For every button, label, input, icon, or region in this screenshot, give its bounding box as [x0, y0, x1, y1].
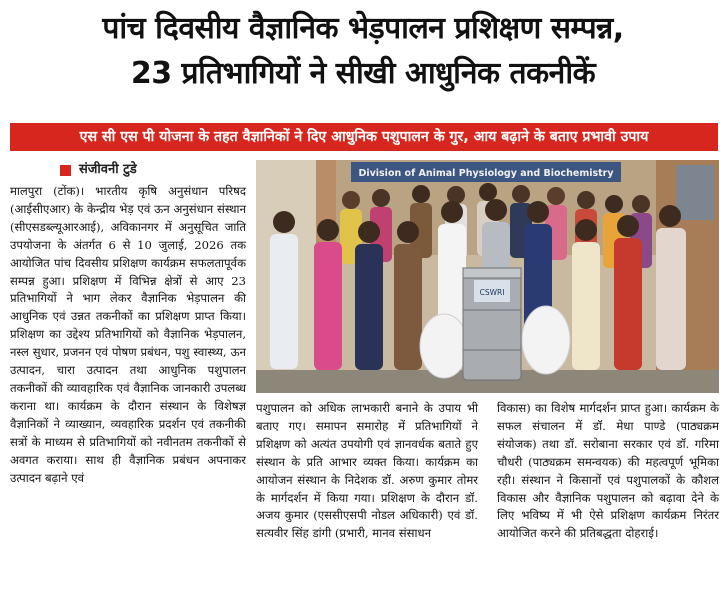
article-column-2 [256, 400, 478, 543]
photo-banner-text: Division of Animal Physiology and Biochemistry [358, 168, 614, 179]
column-1-text: मालपुरा (टोंक)। भारतीय कृषि अनुसंधान परिषद (आईसीएआर) के केन्द्रीय भेड़ एवं ऊन अनुसंधान संस्थान (सीएसडब्ल्यूआरआई), अविकानगर में अनुसूचित जाति उपयोजना के अंतर्गत 6 से 10 जुलाई, 2026 तक आयोजित पांच दिवसीय प्रशिक्षण कार्यक्रम सफलतापूर्वक सम्पन्न हुआ। प्रशिक्षण में विभिन्न क्षेत्रों से आए 23 प्रतिभागियों ने भाग लेकर वैज्ञानिक भेड़पालन की आधुनिक एवं उन्नत तकनीकों का प्रशिक्षण प्राप्त किया। प्रशिक्षण का उद्देश्य प्रतिभागियों को वैज्ञानिक भेड़पालन, नस्ल सुधार, प्रजनन एवं पोषण प्रबंधन, पशु स्वास्थ्य, ऊन उत्पादन, चारा उत्पादन तथा आधुनिक पशुपालन तकनीकों की व्यावहारिक एवं वैज्ञानिक जानकारी उपलब्ध कराना था। कार्यक्रम के दौरान संस्थान के विशेषज्ञ वैज्ञानिकों ने व्याख्यान, व्यवहारिक प्रदर्शन एवं तकनीकी सत्रों के माध्यम से प्रतिभागियों को नवीनतम तकनीकों से अवगत कराया। साथ ही वैज्ञानिक प्रबंधन अपनाकर उत्पादन बढ़ाने एवं [10, 184, 246, 485]
byline [60, 160, 137, 180]
headline-line-1: पांच दिवसीय वैज्ञानिक भेड़पालन प्रशिक्षण सम्पन्न, [102, 11, 624, 46]
group-photo [256, 160, 719, 393]
group-photo-illustration [256, 160, 719, 393]
article-column-3 [497, 400, 719, 543]
column-2-text: पशुपालन को अधिक लाभकारी बनाने के उपाय भी बताए गए। समापन समारोह में प्रतिभागियों ने प्रशिक्षण को अत्यंत उपयोगी एवं ज्ञानवर्धक बताते हुए संस्थान के प्रति आभार व्यक्त किया। कार्यक्रम का आयोजन संस्थान के निदेशक डॉ. अरुण कुमार तोमर के मार्गदर्शन में किया गया। प्रशिक्षण के दौरान डॉ. अजय कुमार (एससीएसपी नोडल अधिकारी) एवं डॉ. सत्यवीर सिंह डांगी (प्रभारी, मानव संसाधन [256, 401, 478, 541]
column-3-text: विकास) का विशेष मार्गदर्शन प्राप्त हुआ। कार्यक्रम के सफल संचालन में डॉ. मेधा पाण्डे (पाठ्यक्रम संयोजक) तथा डॉ. सरोबाना सरकार एवं डॉ. गरिमा चौधरी (पाठ्यक्रम समन्वयक) की महत्वपूर्ण भूमिका रही। संस्थान ने किसानों एवं पशुपालकों के कौशल विकास और वैज्ञानिक पशुपालन को बढ़ावा देने के लिए भविष्य में भी ऐसे प्रशिक्षण कार्यक्रम निरंतर आयोजित करने की प्रतिबद्धता दोहराई। [497, 401, 719, 541]
byline-marker-icon [60, 165, 71, 176]
drum-label-text: CSWRI [479, 288, 505, 297]
headline-line-2: 23 प्रतिभागियों ने सीखी आधुनिक तकनीकें [130, 56, 596, 91]
article-column-1 [10, 183, 246, 487]
headline [0, 6, 726, 96]
subheadline-banner: एस सी एस पी योजना के तहत वैज्ञानिकों ने दिए आधुनिक पशुपालन के गुर, आय बढ़ाने के बताए प्रभावी उपाय [10, 123, 718, 151]
byline-text: संजीवनी टुडे [79, 162, 137, 177]
